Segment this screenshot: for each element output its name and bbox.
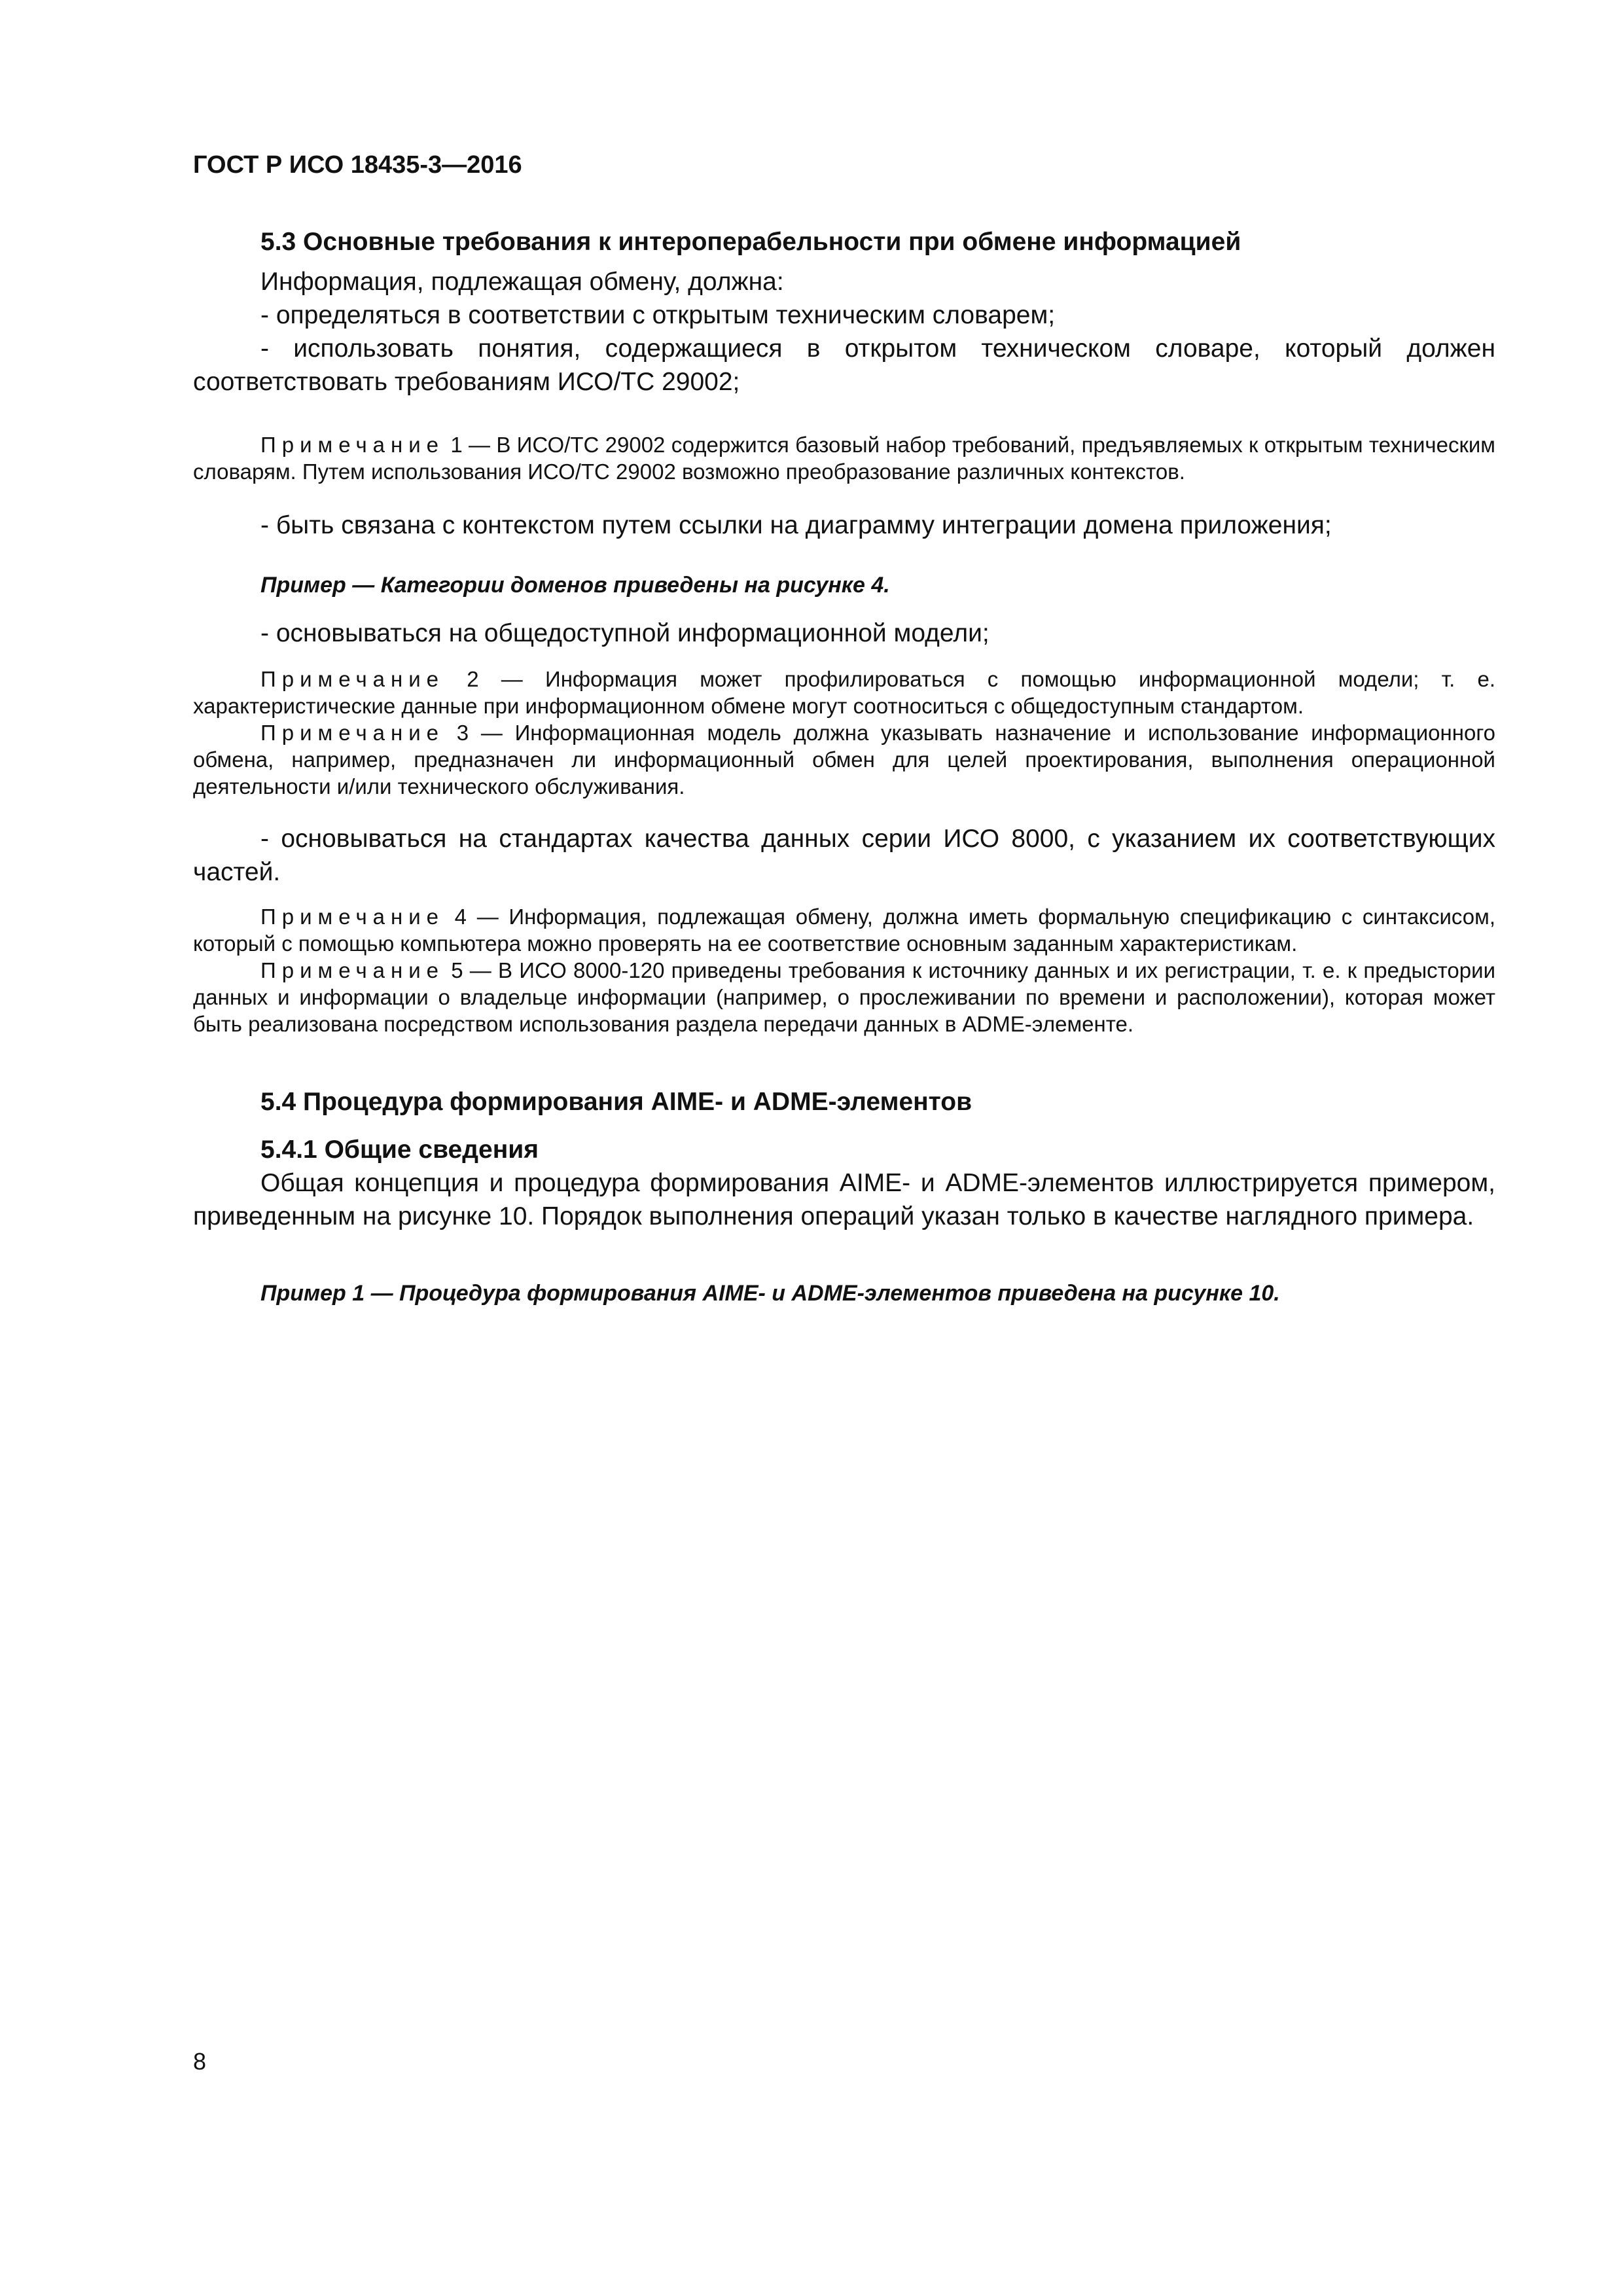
example-1: Пример 1 — Процедура формирования AIME- и ADME-элементов приведена на рисунке 10.: [260, 1281, 1280, 1306]
note-text: 2 — Информация может профилироваться с помощью информационной модели; т. е. характеристические данные при информационном обмене могут соотноситься с общедоступным стандартом.: [193, 667, 1495, 718]
note-5: [193, 957, 1495, 1037]
note-text: 4 — Информация, подлежащая обмену, должна иметь формальную спецификацию с синтаксисом, который с помощью компьютера можно проверять на ее соответствие основным заданным характеристикам.: [193, 905, 1495, 956]
section-5-3-title: 5.3 Основные требования к интероперабельности при обмене информацией: [260, 228, 1241, 256]
note-4: [193, 903, 1495, 957]
s53-intro: Информация, подлежащая обмену, должна:: [260, 268, 784, 296]
document-header: ГОСТ Р ИСО 18435-3—2016: [193, 151, 522, 179]
note-1: [193, 431, 1495, 485]
s54-paragraph: Общая концепция и процедура формирования AIME- и ADME-элементов иллюстрируется примером, приведенным на рисунке 10. Порядок выполнения операций указан только в качестве наглядного примера.: [193, 1169, 1495, 1230]
section-5-4-title: 5.4 Процедура формирования AIME- и ADME-элементов: [260, 1088, 972, 1116]
note-label: Примечание: [260, 433, 445, 457]
note-text: 5 — В ИСО 8000-120 приведены требования к источнику данных и их регистрации, т. е. к предыстории данных и информации о владельце информации (например, о прослеживании по времени и расположении), которая может быть реализована посредством использования раздела передачи данных в ADME-элементе.: [193, 958, 1495, 1036]
s53-item-3: - быть связана с контекстом путем ссылки на диаграмму интеграции домена приложения;: [260, 511, 1332, 539]
s53-item-2: - использовать понятия, содержащиеся в открытом техническом словаре, который должен соответствовать требованиям ИСО/ТС 29002;: [193, 334, 1495, 396]
note-label: Примечание: [260, 667, 445, 691]
note-2: [193, 666, 1495, 719]
example-domains: Пример — Категории доменов приведены на рисунке 4.: [260, 573, 890, 598]
note-label: Примечание: [260, 905, 445, 929]
note-text: 1 — В ИСО/ТС 29002 содержится базовый набор требований, предъявляемых к открытым техническим словарям. Путем использования ИСО/ТС 29002 возможно преобразование различных контекстов.: [193, 433, 1495, 484]
note-3: [193, 719, 1495, 800]
s53-item-4: - основываться на общедоступной информационной модели;: [260, 619, 990, 647]
note-text: 3 — Информационная модель должна указывать назначение и использование информационного обмена, например, предназначен ли информационный обмен для целей проектирования, выполнения операционной деятельности и/или технического обслуживания.: [193, 721, 1495, 798]
note-label: Примечание: [260, 958, 445, 982]
s53-item-1: - определяться в соответствии с открытым техническим словарем;: [260, 301, 1056, 329]
s53-item-5: - основываться на стандартах качества данных серии ИСО 8000, с указанием их соответствующих частей.: [193, 825, 1495, 886]
subsection-5-4-1-title: 5.4.1 Общие сведения: [260, 1136, 539, 1164]
note-label: Примечание: [260, 721, 445, 745]
page-number: 8: [193, 2048, 207, 2075]
